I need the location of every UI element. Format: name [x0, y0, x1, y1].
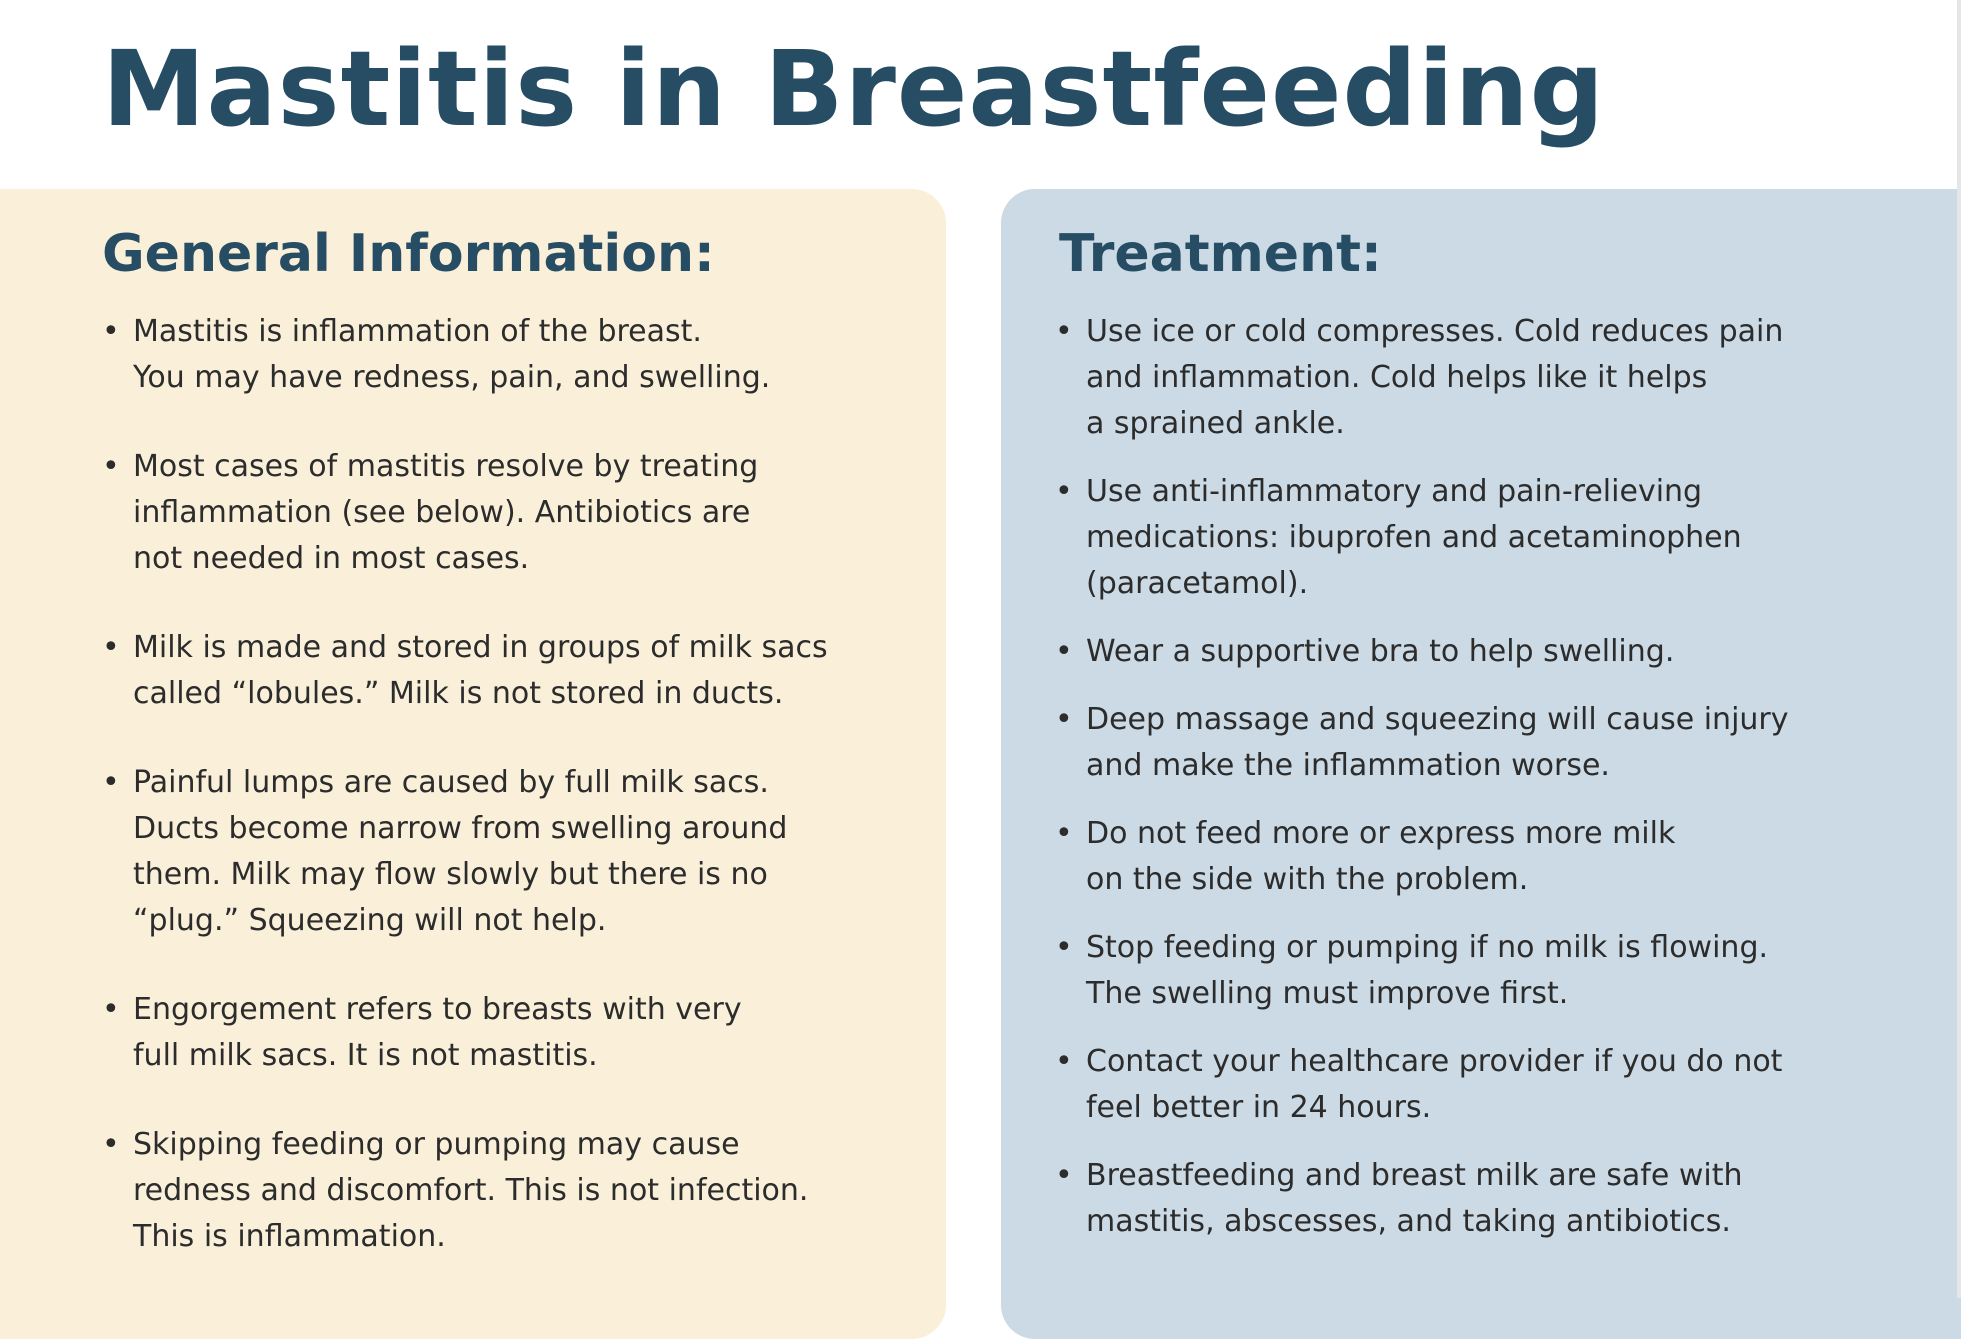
- page-title: Mastitis in Breastfeeding: [102, 28, 1606, 150]
- list-item-text-line: Milk is made and stored in groups of milk sacs: [133, 630, 828, 665]
- list-item-text-line: Mastitis is inflammation of the breast.: [133, 314, 702, 349]
- treatment-list-item: [1053, 1153, 1953, 1245]
- list-item-text-line: on the side with the problem.: [1086, 862, 1529, 897]
- treatment-list-item: [1053, 697, 1953, 789]
- general-list-item: [100, 760, 890, 944]
- bullet-icon: •: [1055, 634, 1073, 669]
- general-information-heading: General Information:: [102, 224, 715, 284]
- list-item-text-line: redness and discomfort. This is not infection.: [133, 1173, 809, 1208]
- general-list-item: [100, 1122, 890, 1260]
- list-item-text-line: Ducts become narrow from swelling around: [133, 811, 788, 846]
- list-item-text-line: feel better in 24 hours.: [1086, 1090, 1432, 1125]
- list-item-text-line: full milk sacs. It is not mastitis.: [133, 1038, 598, 1073]
- treatment-list-item: [1053, 309, 1953, 447]
- list-item-text-line: Do not feed more or express more milk: [1086, 816, 1676, 851]
- list-item-text-line: Engorgement refers to breasts with very: [133, 992, 742, 1027]
- general-information-list: [100, 309, 890, 1303]
- treatment-list-item: [1053, 811, 1953, 903]
- list-item-text-line: not needed in most cases.: [133, 541, 530, 576]
- list-item-text-line: Painful lumps are caused by full milk sacs.: [133, 765, 769, 800]
- list-item-text-line: (paracetamol).: [1086, 566, 1309, 601]
- list-item-text-line: and make the inflammation worse.: [1086, 748, 1610, 783]
- treatment-list: [1053, 309, 1953, 1267]
- bullet-icon: •: [1055, 474, 1073, 509]
- page-edge-divider: [1957, 0, 1961, 1298]
- list-item-text-line: Contact your healthcare provider if you do not: [1086, 1044, 1783, 1079]
- bullet-icon: •: [1055, 702, 1073, 737]
- list-item-text-line: Deep massage and squeezing will cause injury: [1086, 702, 1789, 737]
- treatment-list-item: [1053, 469, 1953, 607]
- list-item-text-line: Use anti-inflammatory and pain-relieving: [1086, 474, 1703, 509]
- list-item-text-line: a sprained ankle.: [1086, 406, 1345, 441]
- bullet-icon: •: [1055, 1158, 1073, 1193]
- list-item-text-line: “plug.” Squeezing will not help.: [133, 903, 607, 938]
- bullet-icon: •: [1055, 816, 1073, 851]
- bullet-icon: •: [102, 314, 120, 349]
- general-list-item: [100, 625, 890, 717]
- treatment-list-item: [1053, 925, 1953, 1017]
- list-item-text-line: mastitis, abscesses, and taking antibiotics.: [1086, 1204, 1731, 1239]
- bullet-icon: •: [1055, 314, 1073, 349]
- bullet-icon: •: [102, 992, 120, 1027]
- general-list-item: [100, 309, 890, 401]
- treatment-list-item: [1053, 629, 1953, 675]
- general-list-item: [100, 444, 890, 582]
- list-item-text-line: called “lobules.” Milk is not stored in ducts.: [133, 676, 784, 711]
- list-item-text-line: The swelling must improve first.: [1086, 976, 1569, 1011]
- list-item-text-line: Wear a supportive bra to help swelling.: [1086, 634, 1675, 669]
- bullet-icon: •: [102, 765, 120, 800]
- list-item-text-line: You may have redness, pain, and swelling.: [133, 360, 771, 395]
- treatment-panel: [1001, 189, 1961, 1339]
- general-list-item: [100, 987, 890, 1079]
- list-item-text-line: and inflammation. Cold helps like it helps: [1086, 360, 1708, 395]
- bullet-icon: •: [102, 1127, 120, 1162]
- list-item-text-line: Most cases of mastitis resolve by treating: [133, 449, 759, 484]
- list-item-text-line: This is inflammation.: [133, 1219, 446, 1254]
- list-item-text-line: Skipping feeding or pumping may cause: [133, 1127, 740, 1162]
- bullet-icon: •: [102, 630, 120, 665]
- treatment-heading: Treatment:: [1059, 224, 1382, 284]
- bullet-icon: •: [1055, 1044, 1073, 1079]
- list-item-text-line: Use ice or cold compresses. Cold reduces pain: [1086, 314, 1784, 349]
- list-item-text-line: inflammation (see below). Antibiotics are: [133, 495, 751, 530]
- bullet-icon: •: [1055, 930, 1073, 965]
- bullet-icon: •: [102, 449, 120, 484]
- list-item-text-line: Stop feeding or pumping if no milk is flowing.: [1086, 930, 1769, 965]
- list-item-text-line: medications: ibuprofen and acetaminophen: [1086, 520, 1742, 555]
- list-item-text-line: Breastfeeding and breast milk are safe with: [1086, 1158, 1743, 1193]
- general-information-panel: [0, 189, 946, 1339]
- list-item-text-line: them. Milk may flow slowly but there is no: [133, 857, 768, 892]
- treatment-list-item: [1053, 1039, 1953, 1131]
